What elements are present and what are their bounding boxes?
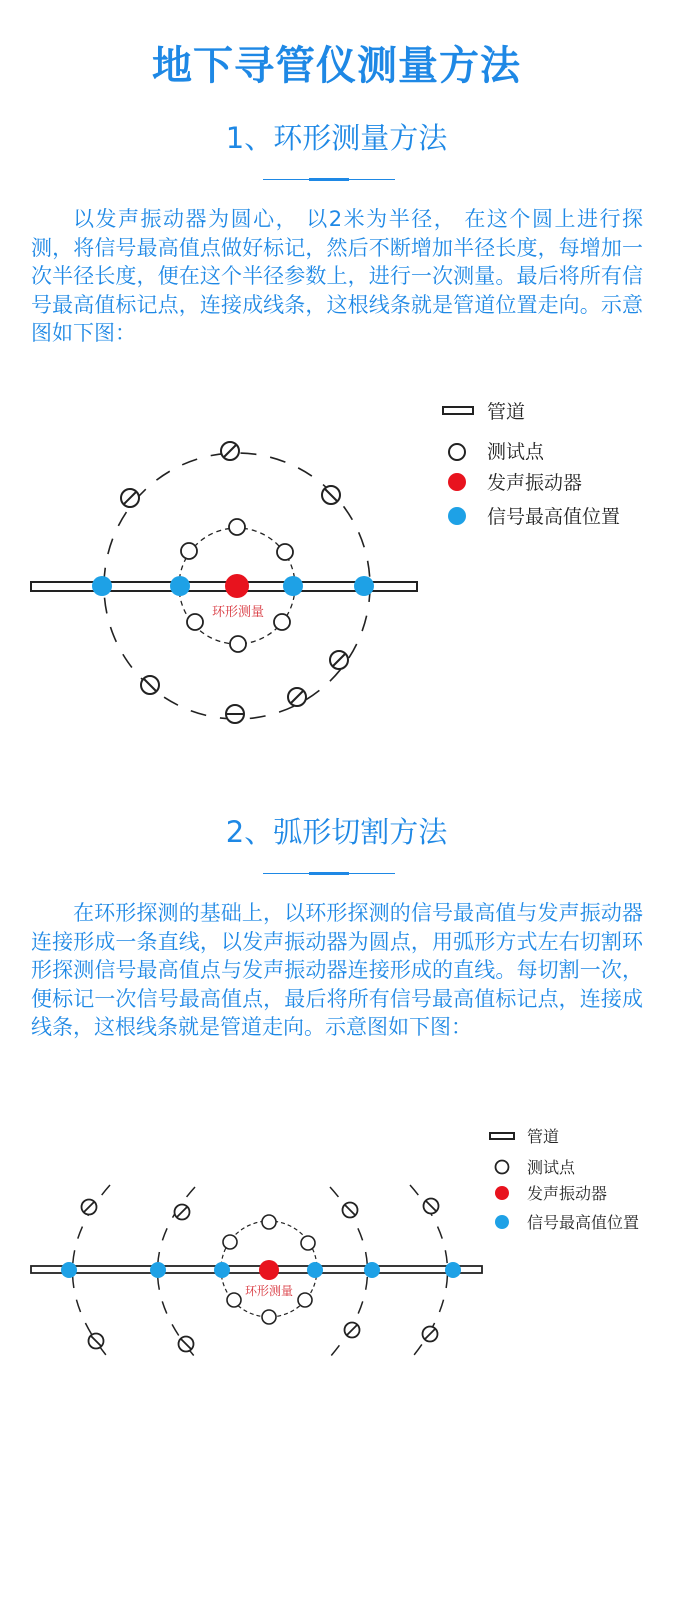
page-title: 地下寻管仪测量方法 <box>152 43 521 89</box>
section1-divider <box>263 179 395 180</box>
legend-max-signal-label: 信号最高值位置 <box>487 506 621 528</box>
signal-max-point <box>61 1262 77 1278</box>
max-signal-legend-icon <box>448 507 466 525</box>
test-point <box>179 1337 194 1352</box>
signal-max-point <box>354 576 374 596</box>
test-point <box>229 519 245 535</box>
legend-test-point-label: 测试点 <box>527 1158 576 1177</box>
pipe-legend-icon <box>490 1133 514 1139</box>
signal-max-point <box>170 576 190 596</box>
test-point <box>298 1293 312 1307</box>
max-signal-legend-icon <box>495 1215 509 1229</box>
signal-max-point <box>92 576 112 596</box>
section1-title: 1、环形测量方法 <box>225 121 448 155</box>
test-point <box>343 1203 358 1218</box>
test-point <box>345 1323 360 1338</box>
test-point <box>141 676 159 694</box>
test-point <box>175 1205 190 1220</box>
section1-paragraph: 以发声振动器为圆心， 以2米为半径， 在这个圆上进行探测，将信号最高值点做好标记，然后不断增加半径长度，每增加一次半径长度，便在这个半径参数上，进行一次测量。最后将所有信号最高值标记点，连接成线条，这根线条就是管道位置走向。示意图如下图： <box>31 207 643 345</box>
section2-divider <box>263 873 395 874</box>
test-point <box>226 705 244 723</box>
test-point <box>423 1327 438 1342</box>
arc-cut-diagram <box>0 1115 673 1385</box>
diagram2-legend <box>490 1127 639 1232</box>
signal-max-point <box>364 1262 380 1278</box>
test-point-legend-icon <box>496 1161 509 1174</box>
test-point <box>274 614 290 630</box>
test-point <box>301 1236 315 1250</box>
vibrator-point <box>225 574 249 598</box>
test-point <box>262 1215 276 1229</box>
vibrator-point <box>259 1260 279 1280</box>
legend-pipe-label: 管道 <box>527 1127 560 1146</box>
legend-vibrator-label: 发声振动器 <box>487 472 583 494</box>
arc-test-points <box>82 1199 439 1352</box>
signal-max-point <box>214 1262 230 1278</box>
signal-max-point <box>283 576 303 596</box>
pipe <box>31 1266 482 1273</box>
test-point <box>277 544 293 560</box>
legend-test-point-label: 测试点 <box>487 441 545 463</box>
signal-max-point <box>445 1262 461 1278</box>
ring-method-diagram <box>0 390 673 730</box>
ring-method-label: 环形测量 <box>211 605 265 620</box>
section2-title: 2、弧形切割方法 <box>225 815 448 849</box>
test-point-legend-icon <box>449 444 465 460</box>
signal-max-point <box>150 1262 166 1278</box>
vibrator-legend-icon <box>448 473 466 491</box>
legend-max-signal-label: 信号最高值位置 <box>527 1213 640 1232</box>
section2-paragraph: 在环形探测的基础上，以环形探测的信号最高值与发声振动器连接形成一条直线，以发声振动器为圆点，用弧形方式左右切割环形探测信号最高值点与发声振动器连接形成的直线。每切割一次，便标记一次信号最高值点，最后将所有信号最高值标记点，连接成线条，这根线条就是管道走向。示意图如下图： <box>31 901 643 1039</box>
pipe-legend-icon <box>443 407 473 414</box>
test-point <box>227 1293 241 1307</box>
test-point <box>181 543 197 559</box>
test-point <box>221 442 239 460</box>
arc-method-label: 环形测量 <box>244 1284 294 1298</box>
signal-max-point <box>307 1262 323 1278</box>
test-point <box>82 1200 97 1215</box>
test-point <box>230 636 246 652</box>
test-point <box>322 486 340 504</box>
legend-vibrator-label: 发声振动器 <box>527 1184 608 1203</box>
vibrator-legend-icon <box>495 1186 509 1200</box>
test-point <box>424 1199 439 1214</box>
diagram1-legend <box>443 401 620 528</box>
legend-pipe-label: 管道 <box>487 401 526 423</box>
test-point <box>288 688 306 706</box>
test-point <box>262 1310 276 1324</box>
test-point <box>121 489 139 507</box>
test-point <box>223 1235 237 1249</box>
test-point <box>89 1334 104 1349</box>
test-point <box>187 614 203 630</box>
test-point <box>330 651 348 669</box>
